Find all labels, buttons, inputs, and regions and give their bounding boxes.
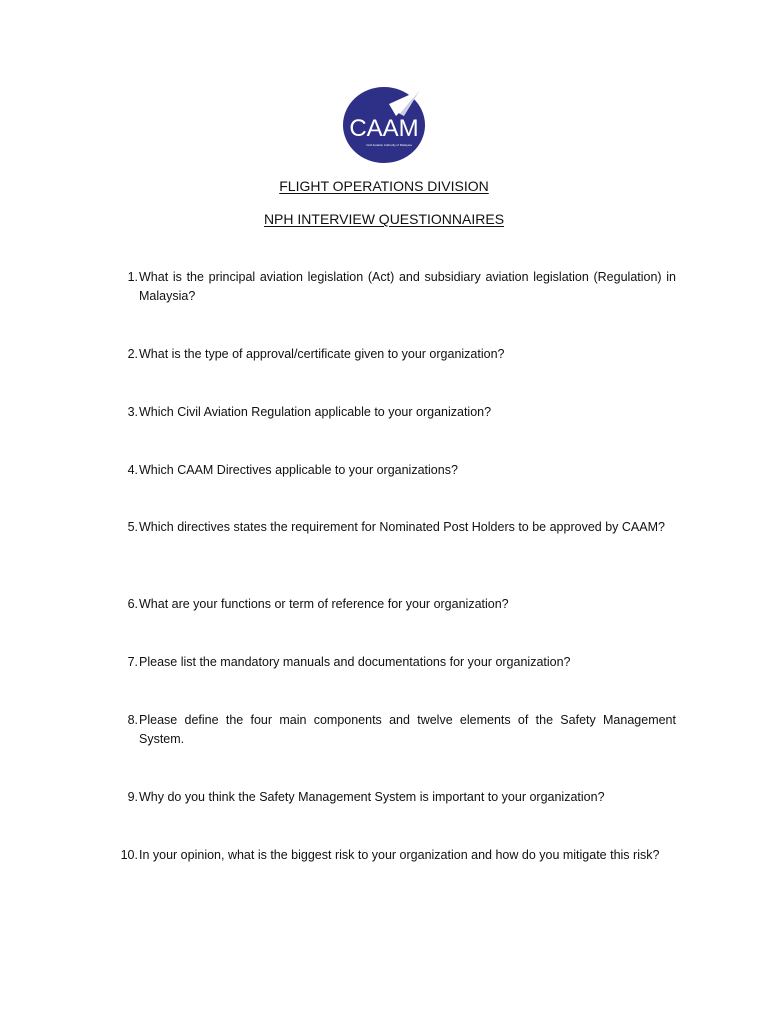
question-number: 9.	[127, 790, 138, 804]
question-item-4	[112, 461, 676, 480]
question-item-6	[112, 595, 676, 614]
question-number: 8.	[127, 713, 138, 727]
question-number: 2.	[127, 347, 138, 361]
question-text: What are your functions or term of reference for your organization?	[139, 597, 509, 611]
question-number: 10.	[120, 848, 138, 862]
question-item-5	[112, 518, 676, 537]
question-number: 4.	[127, 463, 138, 477]
division-heading: FLIGHT OPERATIONS DIVISION	[279, 178, 489, 194]
question-text: What is the principal aviation legislation (Act) and subsidiary aviation legislation (Regulation) in Malaysia?	[139, 270, 676, 303]
question-text: What is the type of approval/certificate given to your organization?	[139, 347, 505, 361]
question-text: Which directives states the requirement for Nominated Post Holders to be approved by CAAM?	[139, 520, 665, 534]
question-item-2	[112, 345, 676, 364]
question-text: Which CAAM Directives applicable to your organizations?	[139, 463, 458, 477]
question-item-7	[112, 653, 676, 672]
question-item-8	[112, 711, 676, 749]
question-text: Please list the mandatory manuals and documentations for your organization?	[139, 655, 571, 669]
question-text: Which Civil Aviation Regulation applicable to your organization?	[139, 405, 492, 419]
question-number: 3.	[127, 405, 138, 419]
question-number: 1.	[127, 270, 138, 284]
question-item-3	[112, 403, 676, 422]
caam-logo	[342, 86, 426, 164]
question-item-9	[112, 788, 676, 807]
logo-subtext: Civil Aviation Authority of Malaysia	[366, 143, 412, 147]
document-title: NPH INTERVIEW QUESTIONNAIRES	[263, 211, 505, 227]
question-item-10	[112, 846, 676, 865]
question-text: Please define the four main components and twelve elements of the Safety Management System.	[139, 713, 676, 746]
question-number: 7.	[127, 655, 138, 669]
logo-text: CAAM	[349, 115, 419, 142]
question-number: 5.	[127, 520, 138, 534]
question-text: Why do you think the Safety Management System is important to your organization?	[139, 790, 605, 804]
question-number: 6.	[127, 597, 138, 611]
question-text: In your opinion, what is the biggest risk to your organization and how do you mitigate this risk?	[139, 848, 660, 862]
question-item-1	[112, 268, 676, 306]
